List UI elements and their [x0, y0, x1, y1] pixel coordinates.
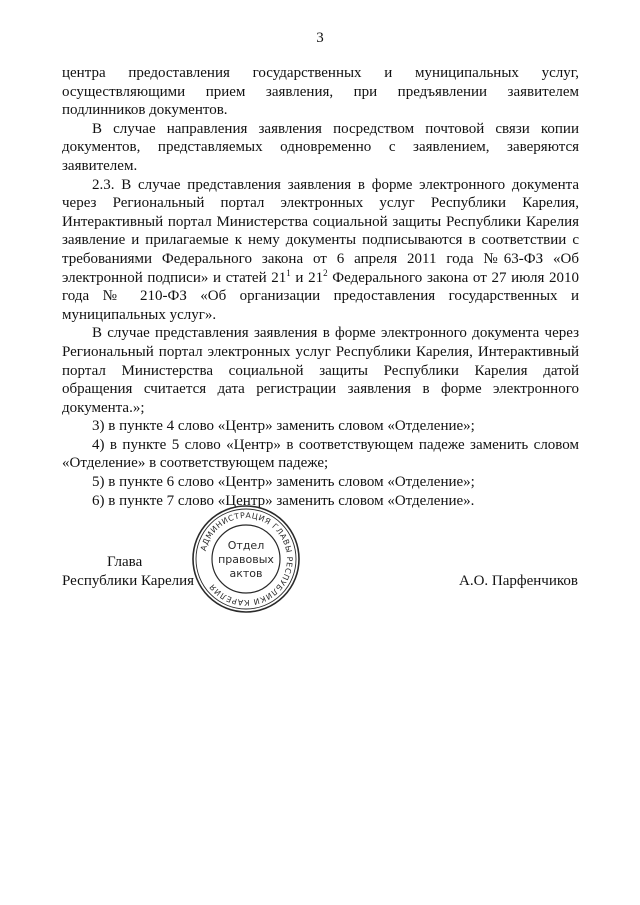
paragraph	[62, 176, 579, 325]
paragraph: В случае направления заявления посредством почтовой связи копии документов, представляемых одновременно с заявлением, заверяются заявителем.	[62, 120, 579, 174]
paragraph-text: и 21	[290, 269, 324, 286]
page-number: 3	[316, 30, 324, 46]
paragraph: 6) в пункте 7 слово «Центр» заменить словом «Отделение».	[92, 492, 475, 509]
signatory-name: А.О. Парфенчиков	[459, 573, 578, 589]
superscript: 1	[286, 267, 291, 278]
stamp-center-line2: правовых	[218, 553, 274, 566]
official-stamp	[190, 503, 302, 615]
signature-title	[62, 553, 194, 591]
stamp-ring-text: АДМИНИСТРАЦИЯ ГЛАВЫ РЕСПУБЛИКИ КАРЕЛИЯ	[198, 510, 295, 608]
paragraph: центра предоставления государственных и муниципальных услуг, осуществляющими прием заявления, при предъявлении заявителем подлинников документов.	[62, 65, 579, 119]
document-body	[62, 64, 579, 510]
paragraph: 4) в пункте 5 слово «Центр» в соответствующем падеже заменить словом «Отделение» в соответствующем падеже;	[62, 436, 579, 472]
paragraph: 5) в пункте 6 слово «Центр» заменить словом «Отделение»;	[92, 474, 475, 491]
paragraph: В случае представления заявления в форме электронного документа через Региональный портал электронных услуг Республики Карелия, Интерактивный портал Министерства социальной защиты Республики Карелия датой обращения считается дата регистрации заявления в форме электронного документа.»;	[62, 325, 579, 416]
signature-title-line2: Республики Карелия	[62, 573, 195, 589]
paragraph: 3) в пункте 4 слово «Центр» заменить словом «Отделение»;	[92, 418, 475, 435]
superscript: 2	[323, 267, 328, 278]
stamp-center-line1: Отдел	[227, 539, 265, 552]
paragraph-text: Федерального закона от 27 июля 2010 года № 210-ФЗ «Об организации предоставления государственных и муниципальных услуг».	[62, 269, 580, 323]
signature-title-line1: Глава	[107, 554, 143, 570]
stamp-center-line3: актов	[229, 567, 263, 580]
paragraph-text: 2.3. В случае представления заявления в форме электронного документа через Региональный портал электронных услуг Республики Карелия, Интерактивный портал Министерства социальной защиты Республики Карелия заявление и прилагаемые к нему документы подписываются в соответствии с требованиями Федерального закона от 6 апреля 2011 года №63-ФЗ «Об электронной подписи» и статей 21	[62, 176, 579, 286]
